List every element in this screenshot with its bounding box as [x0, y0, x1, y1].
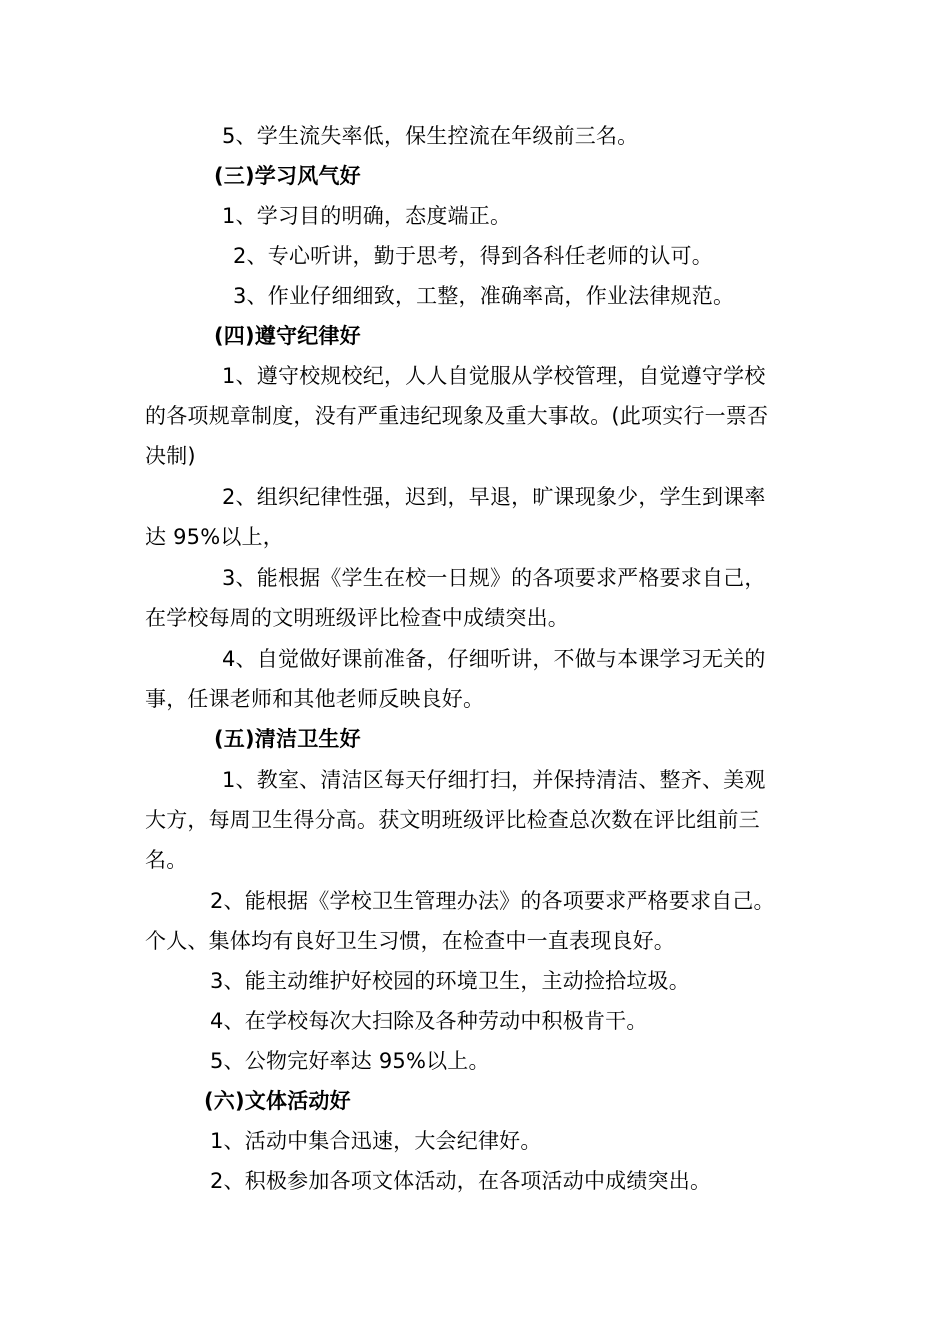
text-line: 在学校每周的文明班级评比检查中成绩突出。 [145, 606, 569, 630]
text-line: 2、能根据《学校卫生管理办法》的各项要求严格要求自己。 [210, 889, 775, 913]
section-heading: (六)文体活动好 [204, 1089, 351, 1113]
text-line: 达 95%以上， [145, 525, 284, 549]
text-line: 决制) [145, 444, 196, 468]
text-line: 4、自觉做好课前准备，仔细听讲，不做与本课学习无关的 [222, 647, 766, 671]
text-line: 的各项规章制度，没有严重违纪现象及重大事故。(此项实行一票否 [145, 404, 769, 428]
text-line: 2、组织纪律性强，迟到，早退，旷课现象少，学生到课率 [222, 485, 766, 509]
text-line: 4、在学校每次大扫除及各种劳动中积极肯干。 [210, 1009, 648, 1033]
text-line: 2、专心听讲，勤于思考，得到各科任老师的认可。 [233, 244, 713, 268]
text-line: 5、公物完好率达 95%以上。 [210, 1049, 490, 1073]
text-line: 1、遵守校规校纪，人人自觉服从学校管理，自觉遵守学校 [222, 364, 766, 388]
section-heading: (三)学习风气好 [214, 164, 361, 188]
text-line: 个人、集体均有良好卫生习惯，在检查中一直表现良好。 [145, 929, 675, 953]
text-line: 1、活动中集合迅速，大会纪律好。 [210, 1129, 542, 1153]
section-heading: (五)清洁卫生好 [214, 727, 361, 751]
section-heading: (四)遵守纪律好 [214, 324, 361, 348]
text-line: 3、能主动维护好校园的环境卫生，主动捡拾垃圾。 [210, 969, 690, 993]
text-line: 3、作业仔细细致，工整，准确率高，作业法律规范。 [233, 284, 735, 308]
text-line: 大方，每周卫生得分高。获文明班级评比检查总次数在评比组前三 [145, 808, 760, 832]
text-line: 1、教室、清洁区每天仔细打扫，并保持清洁、整齐、美观 [222, 768, 766, 792]
text-line: 名。 [145, 848, 188, 872]
text-line: 3、能根据《学生在校一日规》的各项要求严格要求自己， [222, 566, 766, 590]
text-line: 事，任课老师和其他老师反映良好。 [145, 687, 485, 711]
text-line: 1、学习目的明确，态度端正。 [222, 204, 512, 228]
text-line: 5、学生流失率低，保生控流在年级前三名。 [222, 124, 639, 148]
text-line: 2、积极参加各项文体活动，在各项活动中成绩突出。 [210, 1169, 712, 1193]
